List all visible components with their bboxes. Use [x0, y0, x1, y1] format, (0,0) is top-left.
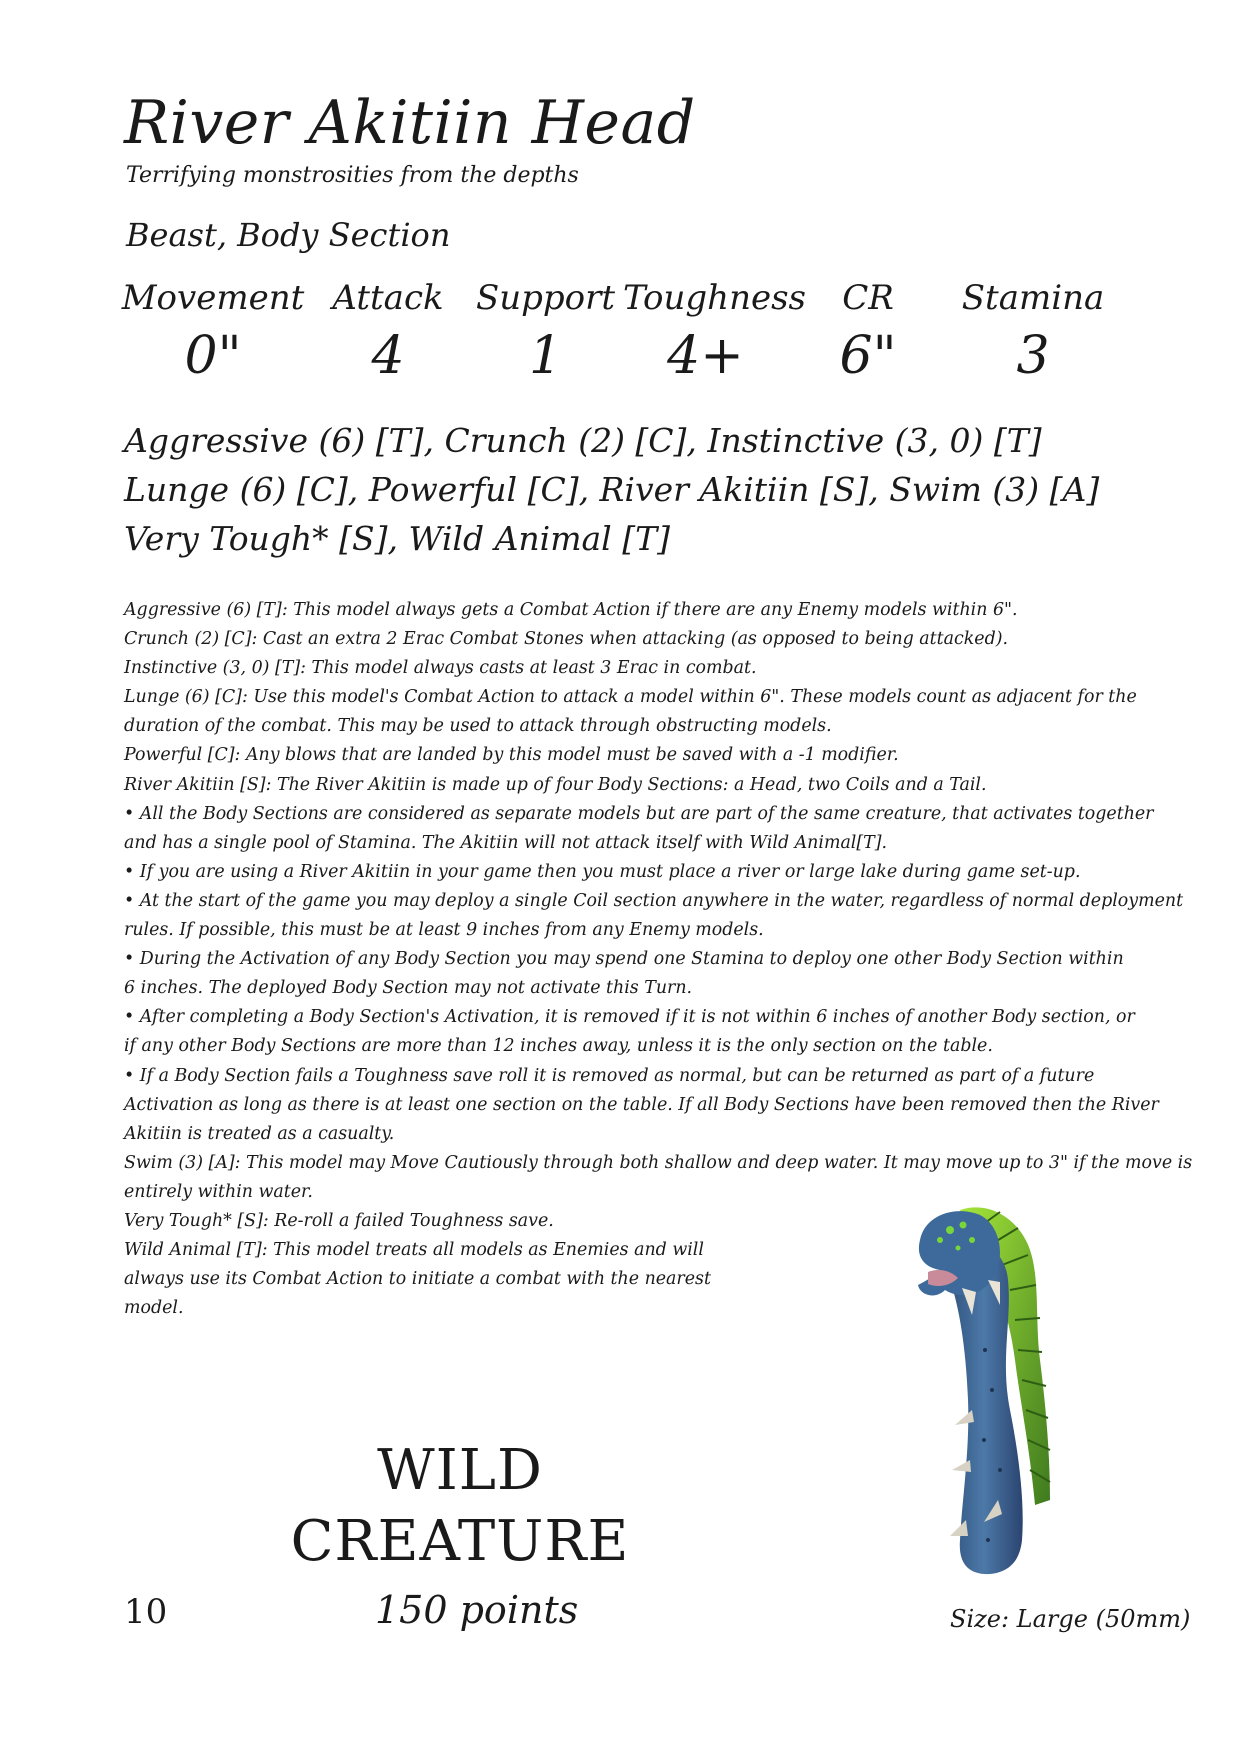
rule-line: • At the start of the game you may deploy a single Coil section anywhere in the water, regardless of normal deployment — [124, 890, 1184, 911]
rule-line: Instinctive (3, 0) [T]: This model always casts at least 3 Erac in combat. — [124, 658, 757, 679]
rule-line: and has a single pool of Stamina. The Akitiin will not attack itself with Wild Animal[T]. — [124, 832, 888, 853]
rule-line: 6 inches. The deployed Body Section may not activate this Turn. — [124, 978, 693, 999]
creature-type: Beast, Body Section — [126, 216, 451, 254]
rule-line: Lunge (6) [C]: Use this model's Combat Action to attack a model within 6". These models count as adjacent for the — [124, 687, 1137, 708]
rule-line: rules. If possible, this must be at least 9 inches from any Enemy models. — [124, 920, 764, 941]
trait-list — [124, 416, 1099, 563]
points-cost: 150 points — [375, 1588, 579, 1632]
stat-value: 6" — [839, 326, 897, 386]
rule-line: Very Tough* [S]: Re-roll a failed Toughness save. — [124, 1210, 554, 1231]
serpent-miniature-image — [900, 1200, 1090, 1580]
page-title: River Akitiin Head — [124, 88, 696, 158]
base-size: Size: Large (50mm) — [950, 1605, 1191, 1633]
rule-line: entirely within water. — [124, 1181, 313, 1202]
rule-line: • During the Activation of any Body Section you may spend one Stamina to deploy one other Body Section within — [124, 949, 1124, 970]
stat-label: Support — [475, 278, 616, 318]
stat-value: 4 — [371, 326, 405, 386]
rule-line: Powerful [C]: Any blows that are landed by this model must be saved with a -1 modifier. — [124, 745, 899, 766]
rule-line: Wild Animal [T]: This model treats all models as Enemies and will — [124, 1240, 704, 1261]
rule-line: • If a Body Section fails a Toughness save roll it is removed as normal, but can be returned as part of a future — [124, 1065, 1095, 1086]
page-number: 10 — [124, 1592, 168, 1632]
rule-line: Aggressive (6) [T]: This model always gets a Combat Action if there are any Enemy models within 6". — [124, 600, 1018, 620]
trait-line: Lunge (6) [C], Powerful [C], River Akitiin [S], Swim (3) [A] — [124, 470, 1100, 509]
category-heading — [290, 1435, 630, 1577]
rule-line: River Akitiin [S]: The River Akitiin is made up of four Body Sections: a Head, two Coils and a Tail. — [124, 774, 987, 795]
stat-label: Stamina — [961, 278, 1105, 318]
rule-line: duration of the combat. This may be used to attack through obstructing models. — [124, 716, 832, 737]
stat-value: 0" — [184, 326, 242, 386]
stat-cr — [788, 278, 948, 386]
rule-line: model. — [124, 1298, 184, 1319]
rule-line: • All the Body Sections are considered as separate models but are part of the same creature, that activates together — [124, 803, 1154, 824]
stat-value: 4+ — [667, 326, 744, 386]
stat-label: Movement — [121, 278, 305, 318]
rule-line: Crunch (2) [C]: Cast an extra 2 Erac Combat Stones when attacking (as opposed to being attacked). — [124, 629, 1009, 650]
rule-line: Swim (3) [A]: This model may Move Cautiously through both shallow and deep water. It may move up to 3" if the move is — [124, 1152, 1193, 1173]
rule-line: Activation as long as there is at least one section on the table. If all Body Sections have been removed then the River — [124, 1094, 1159, 1115]
category-line: CREATURE — [290, 1509, 630, 1574]
stat-support — [468, 278, 623, 386]
stat-label: Toughness — [623, 278, 806, 318]
stat-value: 3 — [1016, 326, 1050, 386]
rule-line: • After completing a Body Section's Activation, it is removed if it is not within 6 inches of another Body section, or — [124, 1007, 1135, 1028]
trait-line: Very Tough* [S], Wild Animal [T] — [124, 519, 670, 558]
rule-line: Akitiin is treated as a casualty. — [124, 1123, 395, 1144]
stat-label: CR — [842, 278, 894, 318]
page-subtitle: Terrifying monstrosities from the depths — [126, 163, 579, 188]
rule-line: if any other Body Sections are more than 12 inches away, unless it is the only section on the table. — [124, 1036, 993, 1057]
stat-value: 1 — [528, 326, 563, 386]
stat-toughness — [623, 278, 806, 386]
trait-line: Aggressive (6) [T], Crunch (2) [C], Instinctive (3, 0) [T] — [124, 421, 1042, 460]
stat-label: Attack — [332, 278, 444, 318]
stat-stamina — [948, 278, 1118, 386]
rule-line: always use its Combat Action to initiate a combat with the nearest — [124, 1269, 711, 1290]
rule-line: • If you are using a River Akitiin in your game then you must place a river or large lake during game set-up. — [124, 861, 1081, 882]
stat-movement — [118, 278, 308, 386]
stat-block — [118, 278, 1158, 386]
stat-attack — [308, 278, 468, 386]
category-line: WILD — [377, 1438, 543, 1503]
